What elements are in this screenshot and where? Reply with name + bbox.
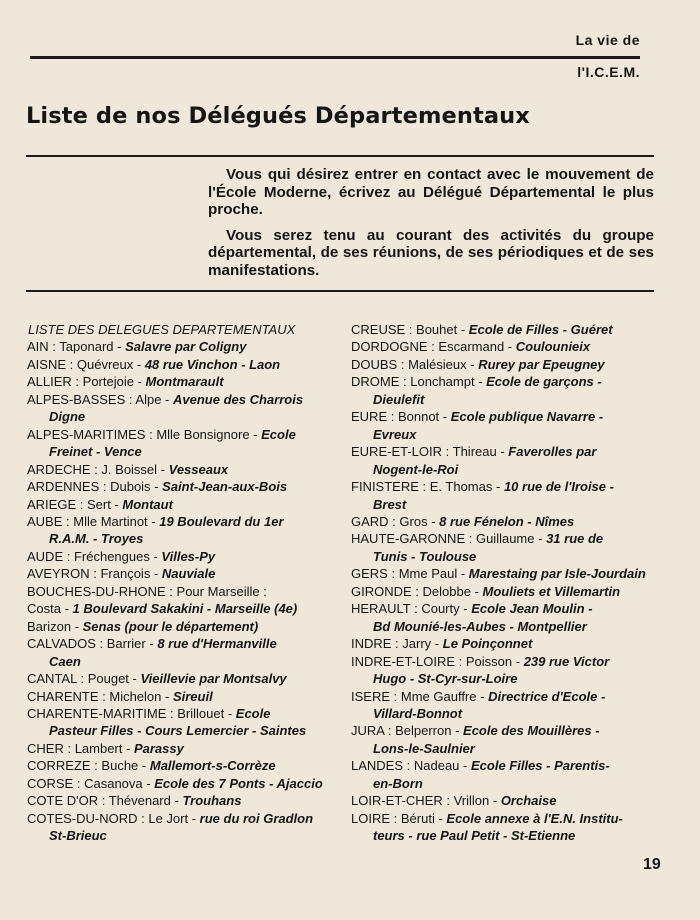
page-title: Liste de nos Délégués Départementaux bbox=[26, 103, 530, 129]
department-name: LANDES : bbox=[351, 758, 411, 774]
department-name: JURA : bbox=[351, 723, 392, 739]
delegate-entry: FINISTERE : E. Thomas - 10 rue de l'Iroise - Brest bbox=[351, 478, 656, 513]
delegate-entry: HAUTE-GARONNE : Guillaume - 31 rue de Tunis - Toulouse bbox=[351, 530, 656, 565]
delegate-address: Ecole de garçons - bbox=[486, 374, 602, 390]
department-name: CANTAL : bbox=[27, 671, 85, 687]
delegate-address: Rurey par Epeugney bbox=[478, 356, 605, 372]
delegate-entry: Costa - 1 Boulevard Sakakini - Marseille (4e) bbox=[27, 601, 298, 617]
delegate-name: Portejoie bbox=[82, 374, 134, 390]
delegates-column-left bbox=[27, 321, 333, 845]
department-name: ARDECHE : bbox=[27, 461, 98, 477]
delegate-entry: CORREZE : Buche - Mallemort-s-Corrèze bbox=[27, 758, 276, 774]
delegate-address: 8 rue d'Hermanville bbox=[157, 636, 277, 652]
department-name: LOIRE : bbox=[351, 810, 398, 826]
delegate-address: 8 rue Fénelon - Nîmes bbox=[439, 513, 575, 529]
delegate-address: Mallemort-s-Corrèze bbox=[149, 758, 276, 774]
delegate-name: Buche bbox=[101, 758, 139, 774]
delegate-name: J. Boissel bbox=[101, 461, 158, 477]
delegate-entry: GIRONDE : Delobbe - Mouliets et Villemartin bbox=[351, 583, 621, 599]
department-name: CORSE : bbox=[27, 775, 81, 791]
delegate-entry: ALPES-MARITIMES : Mlle Bonsignore - Ecole Freinet - Vence bbox=[27, 426, 333, 461]
delegate-address: Mouliets et Villemartin bbox=[482, 583, 621, 599]
delegate-entry: LOIR-ET-CHER : Vrillon - Orchaise bbox=[351, 793, 557, 809]
delegate-address: Ecole annexe à l'E.N. Institu- bbox=[446, 810, 623, 826]
department-name: COTE D'OR : bbox=[27, 793, 106, 809]
delegate-name: Vrillon bbox=[453, 793, 490, 809]
department-name: INDRE-ET-LOIRE : bbox=[351, 653, 463, 669]
delegate-name: Lonchampt bbox=[410, 374, 475, 390]
department-name: AUDE : bbox=[27, 548, 71, 564]
delegate-address-continued: teurs - rue Paul Petit - St-Etienne bbox=[373, 828, 576, 844]
delegate-name: Taponard bbox=[59, 339, 114, 355]
delegate-name: Thireau bbox=[452, 444, 497, 460]
delegate-address-continued: Dieulefit bbox=[373, 391, 425, 407]
department-name: BOUCHES-DU-RHONE : bbox=[27, 583, 173, 599]
delegate-entry: AUBE : Mlle Martinot - 19 Boulevard du 1er R.A.M. - Troyes bbox=[27, 513, 333, 548]
delegate-address-continued: St-Brieuc bbox=[49, 828, 107, 844]
section-label-line2: l'I.C.E.M. bbox=[577, 64, 640, 80]
delegate-entry: GARD : Gros - 8 rue Fénelon - Nîmes bbox=[351, 513, 575, 529]
delegate-entry: CHARENTE-MARITIME : Brillouet - Ecole Pasteur Filles - Cours Lemercier - Saintes bbox=[27, 705, 333, 740]
department-name: LOIR-ET-CHER : bbox=[351, 793, 450, 809]
delegate-address-continued: Pasteur Filles - Cours Lemercier - Saintes bbox=[49, 723, 307, 739]
department-name: CHARENTE-MARITIME : bbox=[27, 705, 174, 721]
delegate-address: Villes-Py bbox=[161, 548, 216, 564]
delegate-address: Ecole Filles - Parentis- bbox=[470, 758, 610, 774]
department-name: ARIEGE : bbox=[27, 496, 84, 512]
department-name: CHER : bbox=[27, 740, 72, 756]
department-name: AIN : bbox=[27, 339, 56, 355]
delegate-address-continued: Villard-Bonnot bbox=[373, 705, 463, 721]
delegate-name: Barrier bbox=[106, 636, 146, 652]
delegate-entry: JURA : Belperron - Ecole des Mouillères - Lons-le-Saulnier bbox=[351, 722, 656, 757]
delegate-entry: INDRE-ET-LOIRE : Poisson - 239 rue Victor Hugo - St-Cyr-sur-Loire bbox=[351, 653, 656, 688]
delegate-name: Lambert bbox=[74, 740, 123, 756]
delegate-address-continued: Digne bbox=[49, 409, 86, 425]
delegate-entry: DORDOGNE : Escarmand - Coulounieix bbox=[351, 339, 591, 355]
delegate-entry: AISNE : Quévreux - 48 rue Vinchon - Laon bbox=[27, 356, 281, 372]
intro-paragraph-1: Vous qui désirez entrer en contact avec le mouvement de l'École Moderne, écrivez au Délégué Départemental le plus proche. bbox=[208, 166, 654, 218]
delegate-address-continued: Brest bbox=[373, 496, 407, 512]
delegate-name: Dubois bbox=[110, 479, 151, 495]
delegate-name: Fréchengues bbox=[73, 548, 150, 564]
delegate-address: Ecole des Mouillères - bbox=[463, 723, 600, 739]
delegates-column-right bbox=[351, 321, 656, 845]
delegate-name: Béruti bbox=[400, 810, 435, 826]
delegate-name: Pouget bbox=[87, 671, 129, 687]
delegate-entry: AVEYRON : François - Nauviale bbox=[27, 566, 216, 582]
delegate-address: Le Poinçonnet bbox=[442, 636, 533, 652]
delegate-entry: ALLIER : Portejoie - Montmarault bbox=[27, 374, 224, 390]
delegate-name: Malésieux bbox=[408, 356, 467, 372]
delegate-address: 239 rue Victor bbox=[523, 653, 610, 669]
department-name: GERS : bbox=[351, 566, 396, 582]
delegate-name: Michelon bbox=[109, 688, 162, 704]
delegate-entry: HERAULT : Courty - Ecole Jean Moulin - Bd Mounié-les-Aubes - Montpellier bbox=[351, 600, 656, 635]
delegate-entry: ARIEGE : Sert - Montaut bbox=[27, 496, 173, 512]
delegate-address: Senas (pour le département) bbox=[82, 618, 259, 634]
department-name: CREUSE : bbox=[351, 322, 413, 337]
department-name: Barizon bbox=[27, 618, 72, 634]
delegate-name: Sert bbox=[86, 496, 111, 512]
delegate-name: Jarry bbox=[402, 636, 432, 652]
department-name: DORDOGNE : bbox=[351, 339, 435, 355]
delegate-name: Mme Paul bbox=[398, 566, 458, 582]
delegate-address: Nauviale bbox=[161, 566, 216, 582]
delegate-entry: CORSE : Casanova - Ecole des 7 Ponts - Ajaccio bbox=[27, 775, 323, 791]
delegate-entry: LOIRE : Béruti - Ecole annexe à l'E.N. Institu- teurs - rue Paul Petit - St-Etienne bbox=[351, 810, 656, 845]
delegate-entry: INDRE : Jarry - Le Poinçonnet bbox=[351, 636, 533, 652]
delegate-address: Ecole de Filles - Guéret bbox=[468, 322, 613, 337]
delegate-entry: DROME : Lonchampt - Ecole de garçons - Dieulefit bbox=[351, 373, 656, 408]
delegate-address-continued: Evreux bbox=[373, 426, 417, 442]
intro-paragraph-2: Vous serez tenu au courant des activités du groupe départemental, de ses réunions, de ses périodiques et de ses manifestations. bbox=[208, 226, 654, 279]
delegate-address-continued: Tunis - Toulouse bbox=[373, 548, 477, 564]
delegate-address: Coulounieix bbox=[515, 339, 591, 355]
delegate-name: Thévenard bbox=[108, 793, 171, 809]
delegate-name: Poisson bbox=[465, 653, 513, 669]
delegate-entry: COTES-DU-NORD : Le Jort - rue du roi Gradlon St-Brieuc bbox=[27, 810, 333, 845]
department-name: ALPES-MARITIMES : bbox=[27, 426, 153, 442]
department-name: HERAULT : bbox=[351, 601, 418, 617]
department-name: ISERE : bbox=[351, 688, 398, 704]
delegate-address: 19 Boulevard du 1er bbox=[159, 513, 284, 529]
delegate-entry: CHARENTE : Michelon - Sireuil bbox=[27, 688, 213, 704]
delegate-name: Bouhet bbox=[416, 322, 458, 337]
delegate-entry: ARDENNES : Dubois - Saint-Jean-aux-Bois bbox=[27, 479, 288, 495]
delegate-address-continued: Bd Mounié-les-Aubes - Montpellier bbox=[373, 618, 587, 634]
delegate-address-continued: Lons-le-Saulnier bbox=[373, 740, 475, 756]
delegate-entry: AIN : Taponard - Salavre par Coligny bbox=[27, 339, 247, 355]
delegate-address: rue du roi Gradlon bbox=[199, 810, 314, 826]
delegate-name: Nadeau bbox=[413, 758, 460, 774]
section-label-line1: La vie de bbox=[575, 32, 640, 48]
delegate-entry: ISERE : Mme Gauffre - Directrice d'Ecole - Villard-Bonnot bbox=[351, 688, 656, 723]
delegate-entry: EURE-ET-LOIR : Thireau - Faverolles par Nogent-le-Roi bbox=[351, 443, 656, 478]
department-name: ALPES-BASSES : bbox=[27, 391, 133, 407]
delegate-address: Sireuil bbox=[172, 688, 213, 704]
top-rule bbox=[30, 56, 640, 59]
delegate-entry: DOUBS : Malésieux - Rurey par Epeugney bbox=[351, 356, 605, 372]
department-name: DROME : bbox=[351, 374, 407, 390]
delegate-address: Ecole bbox=[261, 426, 296, 442]
delegate-name: Le Jort bbox=[148, 810, 189, 826]
delegate-name: Alpe bbox=[135, 391, 162, 407]
delegate-address-continued: Hugo - St-Cyr-sur-Loire bbox=[373, 671, 518, 687]
department-name: AUBE : bbox=[27, 513, 70, 529]
delegate-name: E. Thomas bbox=[429, 479, 493, 495]
delegate-address: Ecole Jean Moulin - bbox=[471, 601, 593, 617]
delegate-address: Vesseaux bbox=[168, 461, 229, 477]
delegate-entry: GERS : Mme Paul - Marestaing par Isle-Jourdain bbox=[351, 566, 646, 582]
department-name: EURE : bbox=[351, 409, 395, 425]
delegate-entry: CALVADOS : Barrier - 8 rue d'Hermanville Caen bbox=[27, 635, 333, 670]
intro-text bbox=[208, 166, 654, 287]
delegate-name: Delobbe bbox=[422, 583, 471, 599]
department-name: ARDENNES : bbox=[27, 479, 107, 495]
delegate-address: Ecole publique Navarre - bbox=[450, 409, 604, 425]
delegate-address: Montaut bbox=[122, 496, 173, 512]
delegate-address: Avenue des Charrois bbox=[173, 391, 304, 407]
delegate-address: Parassy bbox=[133, 740, 184, 756]
department-name: AVEYRON : bbox=[27, 566, 97, 582]
department-name: DOUBS : bbox=[351, 356, 405, 372]
delegate-entry: CREUSE : Bouhet - Ecole de Filles - Guéret bbox=[351, 322, 613, 337]
delegate-address: Marestaing par Isle-Jourdain bbox=[468, 566, 646, 582]
department-name: GARD : bbox=[351, 513, 396, 529]
delegate-name: Mlle Bonsignore bbox=[156, 426, 250, 442]
delegate-address-continued: Caen bbox=[49, 653, 81, 669]
delegate-address: Orchaise bbox=[500, 793, 557, 809]
delegate-address: 48 rue Vinchon - Laon bbox=[144, 356, 281, 372]
delegate-address-continued: Freinet - Vence bbox=[49, 444, 142, 460]
department-name: HAUTE-GARONNE : bbox=[351, 531, 473, 547]
delegate-address: 10 rue de l'Iroise - bbox=[503, 479, 614, 495]
delegate-name: Quévreux bbox=[76, 356, 134, 372]
delegate-entry: AUDE : Fréchengues - Villes-Py bbox=[27, 548, 216, 564]
delegate-name: Escarmand bbox=[438, 339, 505, 355]
delegate-name: Mlle Martinot bbox=[73, 513, 148, 529]
delegate-address: Vieillevie par Montsalvy bbox=[140, 671, 287, 687]
delegate-name: Mme Gauffre bbox=[400, 688, 477, 704]
delegate-name: François bbox=[100, 566, 151, 582]
delegate-address: Directrice d'Ecole - bbox=[488, 688, 606, 704]
delegate-address: Salavre par Coligny bbox=[125, 339, 247, 355]
department-name: Costa bbox=[27, 601, 61, 617]
section-label bbox=[575, 32, 640, 80]
delegate-entry: EURE : Bonnot - Ecole publique Navarre - Evreux bbox=[351, 408, 656, 443]
department-name: EURE-ET-LOIR : bbox=[351, 444, 450, 460]
delegate-name: Guillaume bbox=[475, 531, 535, 547]
delegate-address: Faverolles par bbox=[508, 444, 597, 460]
department-name: ALLIER : bbox=[27, 374, 80, 390]
department-name: CORREZE : bbox=[27, 758, 98, 774]
delegate-address: Ecole bbox=[235, 705, 271, 721]
delegate-address: Saint-Jean-aux-Bois bbox=[162, 479, 288, 495]
page-number: 19 bbox=[643, 856, 661, 873]
intro-rule bbox=[26, 290, 654, 292]
delegate-entry: ARDECHE : J. Boissel - Vesseaux bbox=[27, 461, 229, 477]
department-name: GIRONDE : bbox=[351, 583, 419, 599]
delegate-address-continued: R.A.M. - Troyes bbox=[49, 531, 144, 547]
department-name: FINISTERE : bbox=[351, 479, 427, 495]
delegate-address: Trouhans bbox=[182, 793, 242, 809]
title-rule bbox=[26, 155, 654, 157]
department-name: CALVADOS : bbox=[27, 636, 104, 652]
delegate-name: Brillouet bbox=[177, 705, 225, 721]
delegate-entry: CANTAL : Pouget - Vieillevie par Montsalvy bbox=[27, 671, 287, 687]
department-name: INDRE : bbox=[351, 636, 399, 652]
delegate-entry: COTE D'OR : Thévenard - Trouhans bbox=[27, 793, 242, 809]
delegate-name: Belperron bbox=[395, 723, 452, 739]
delegate-name: Gros bbox=[399, 513, 428, 529]
delegate-address: Montmarault bbox=[145, 374, 224, 390]
delegate-name: Bonnot bbox=[397, 409, 440, 425]
delegate-address: 31 rue de bbox=[546, 531, 604, 547]
department-name: CHARENTE : bbox=[27, 688, 106, 704]
delegate-entry bbox=[27, 583, 333, 600]
delegate-name: Pour Marseille : bbox=[176, 583, 267, 599]
delegate-address: Ecole des 7 Ponts - Ajaccio bbox=[154, 775, 323, 791]
list-heading: LISTE DES DELEGUES DEPARTEMENTAUX bbox=[28, 322, 296, 337]
delegate-entry: CHER : Lambert - Parassy bbox=[27, 740, 184, 756]
department-name: COTES-DU-NORD : bbox=[27, 810, 145, 826]
delegate-address-continued: en-Born bbox=[373, 775, 423, 791]
delegate-address-continued: Nogent-le-Roi bbox=[373, 461, 459, 477]
delegate-address: 1 Boulevard Sakakini - Marseille (4e) bbox=[72, 601, 298, 617]
department-name: AISNE : bbox=[27, 356, 74, 372]
delegate-entry: ALPES-BASSES : Alpe - Avenue des Charrois Digne bbox=[27, 391, 333, 426]
delegate-entry: Barizon - Senas (pour le département) bbox=[27, 618, 259, 634]
delegate-name: Casanova bbox=[84, 775, 143, 791]
delegate-name: Courty bbox=[421, 601, 460, 617]
delegate-entry: LANDES : Nadeau - Ecole Filles - Parentis- en-Born bbox=[351, 757, 656, 792]
